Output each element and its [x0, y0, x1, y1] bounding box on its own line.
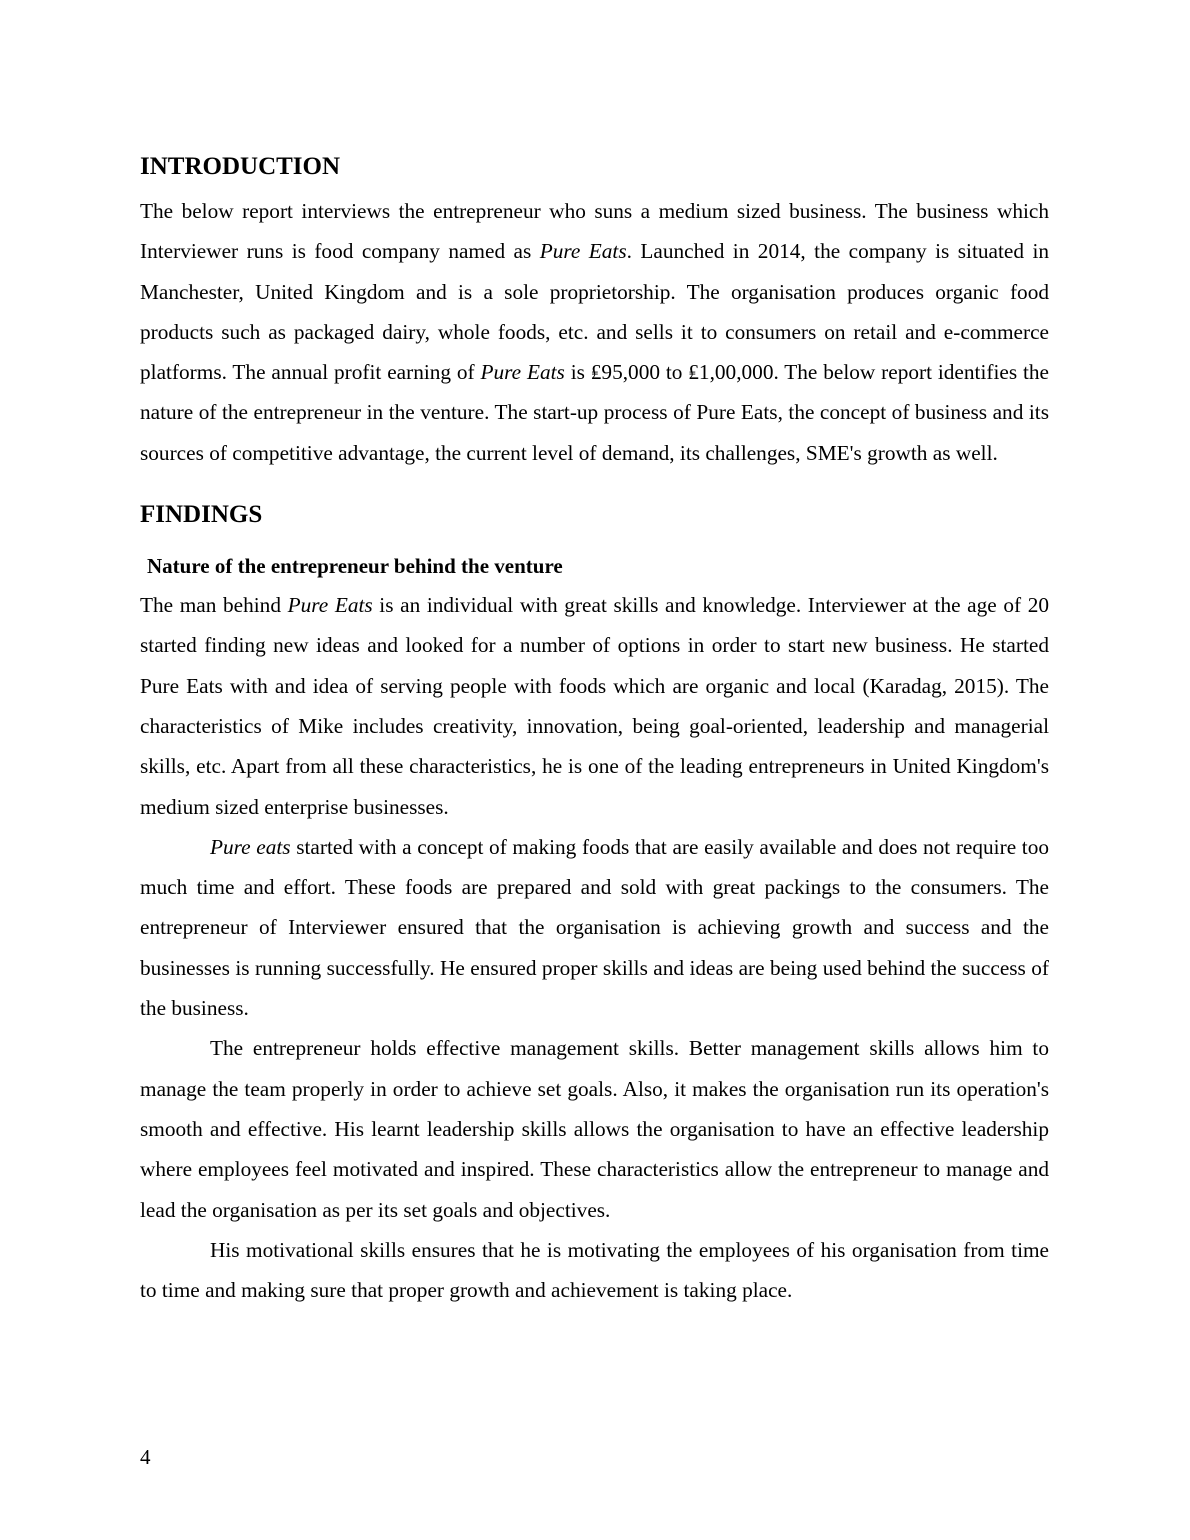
para1-company-name: Pure Eats	[287, 593, 373, 618]
intro-company-name: Pure Eats	[539, 239, 627, 264]
intro-text-c: is ₤95,000 to ₤1,00,000. The below report identifies the nature of the entrepreneur in the venture. The start-up process of Pure Eats, the concept of business and its sources of competitive advantage, the current level of demand, its challenges, SME's growth as well.	[140, 360, 1049, 465]
introduction-paragraph	[140, 191, 1049, 473]
entrepreneur-nature-subheading: Nature of the entrepreneur behind the venture	[147, 554, 563, 579]
findings-paragraph-2	[140, 827, 1049, 1028]
findings-heading: FINDINGS	[140, 501, 263, 529]
findings-paragraph-3: The entrepreneur holds effective management skills. Better management skills allows him to manage the team properly in order to achieve set goals. Also, it makes the organisation run its operation's smooth and effective. His learnt leadership skills allows the organisation to have an effective leadership where employees feel motivated and inspired. These characteristics allow the entrepreneur to manage and lead the organisation as per its set goals and objectives.	[140, 1036, 1049, 1222]
para2-company-name: Pure eats	[210, 834, 291, 859]
intro-company-name-2: Pure Eats	[480, 360, 565, 385]
findings-paragraph-1	[140, 585, 1049, 827]
findings-paragraph-4: His motivational skills ensures that he is motivating the employees of his organisation from time to time and making sure that proper growth and achievement is taking place.	[140, 1237, 1049, 1303]
para1-text-b: is an individual with great skills and knowledge. Interviewer at the age of 20 started finding new ideas and looked for a number of options in order to start new business. He started Pure Eats with and idea of serving people with foods which are organic and local (Karadag, 2015). The characteristics of Mike includes creativity, innovation, being goal-oriented, leadership and managerial skills, etc. Apart from all these characteristics, he is one of the leading entrepreneurs in United Kingdom's medium sized enterprise businesses.	[140, 593, 1050, 819]
para2-text: started with a concept of making foods that are easily available and does not require too much time and effort. These foods are prepared and sold with great packings to the consumers. The entrepreneur of Interviewer ensured that the organisation is achieving growth and success and the businesses is running successfully. He ensured proper skills and ideas are being used behind the success of the business.	[140, 834, 1049, 1021]
introduction-heading: INTRODUCTION	[140, 153, 341, 180]
intro-text-a: The below report interviews the entrepreneur who suns a medium sized business. The business which Interviewer runs is food company named as	[140, 199, 1049, 264]
page-number: 4	[140, 1445, 151, 1469]
intro-text-b: . Launched in 2014, the company is situated in Manchester, United Kingdom and is a sole proprietorship. The organisation produces organic food products such as packaged dairy, whole foods, etc. and sells it to consumers on retail and e-commerce platforms. The annual profit earning of	[140, 239, 1050, 385]
page-content	[140, 147, 1049, 1310]
para1-text-a: The man behind	[140, 593, 288, 618]
